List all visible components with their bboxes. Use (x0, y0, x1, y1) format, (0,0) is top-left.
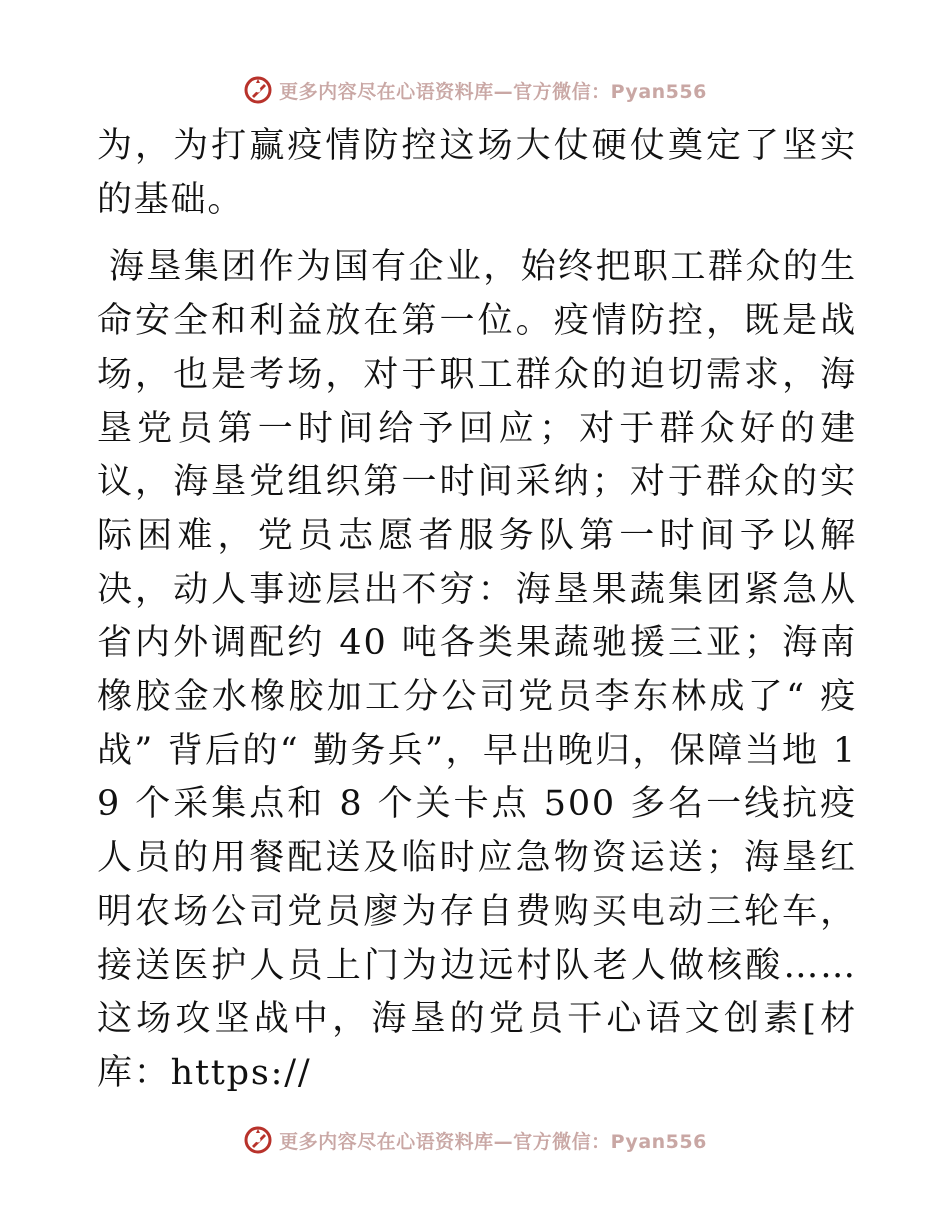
header-watermark (0, 72, 950, 108)
paragraph-continuation: 为，为打赢疫情防控这场大仗硬仗奠定了坚实的基础。 (97, 126, 857, 220)
quill-seal-icon (243, 75, 273, 105)
quill-seal-icon (243, 1125, 273, 1155)
watermark-text: 更多内容尽在心语资料库—官方微信：Pyan556 (279, 1130, 707, 1153)
footer-watermark (0, 1122, 950, 1158)
watermark-text: 更多内容尽在心语资料库—官方微信：Pyan556 (279, 80, 707, 103)
paragraph-main: 海垦集团作为国有企业，始终把职工群众的生命安全和利益放在第一位。疫情防控，既是战场，也是考场，对于职工群众的迫切需求，海垦党员第一时间给予回应；对于群众好的建议，海垦党组织第一时间采纳；对于群众的实际困难，党员志愿者服务队第一时间予以解决，动人事迹层出不穷：海垦果蔬集团紧急从省内外调配约 40 吨各类果蔬驰援三亚；海南橡胶金水橡胶加工分公司党员李东林成了“ 疫战” 背后的“ 勤务兵”，早出晚归，保障当地 19 个采集点和 8 个关卡点 500 多名一线抗疫人员的用餐配送及临时应急物资运送；海垦红明农场公司党员廖为存自费购买电动三轮车，接送医护人员上门为边远村队老人做核酸……这场攻坚战中，海垦的党员干心语文创素[材库：https:// (97, 247, 857, 1093)
document-body (97, 120, 857, 1101)
